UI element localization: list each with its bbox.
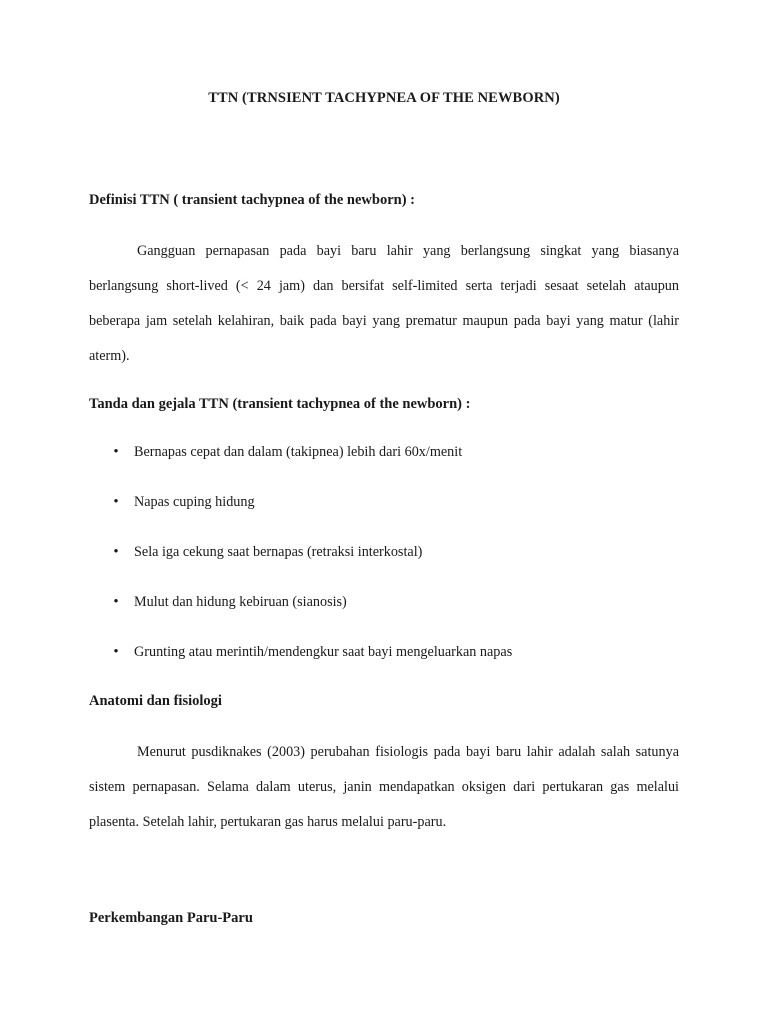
list-item bbox=[89, 640, 679, 690]
list-item-label: Napas cuping hidung bbox=[134, 494, 255, 510]
paragraph-anatomi: Menurut pusdiknakes (2003) perubahan fisiologis pada bayi baru lahir adalah salah satunya sistem pernapasan. Selama dalam uterus, janin mendapatkan oksigen dari pertukaran gas melalui plasenta. Setelah lahir, pertukaran gas harus melalui paru-paru. bbox=[89, 744, 679, 830]
section-heading-anatomi: Anatomi dan fisiologi bbox=[89, 693, 222, 709]
list-item bbox=[89, 590, 679, 640]
bullet-icon: • bbox=[113, 494, 119, 510]
list-item-label: Bernapas cepat dan dalam (takipnea) lebih dari 60x/menit bbox=[134, 444, 463, 460]
bullet-icon: • bbox=[113, 594, 119, 610]
paragraph-definisi: Gangguan pernapasan pada bayi baru lahir yang berlangsung singkat yang biasanya berlangsung short-lived (< 24 jam) dan bersifat self-limited serta terjadi sesaat setelah ataupun beberapa jam setelah kelahiran, baik pada bayi yang prematur maupun pada bayi yang matur (lahir aterm). bbox=[89, 243, 679, 364]
section-heading-perkembangan: Perkembangan Paru-Paru bbox=[89, 910, 253, 926]
bullet-icon: • bbox=[113, 644, 119, 660]
bullet-icon: • bbox=[113, 544, 119, 560]
bullet-icon: • bbox=[113, 444, 119, 460]
list-item bbox=[89, 540, 679, 590]
list-item bbox=[89, 440, 679, 490]
list-item-label: Sela iga cekung saat bernapas (retraksi interkostal) bbox=[134, 544, 423, 560]
symptom-list bbox=[89, 440, 679, 690]
section-heading-definisi: Definisi TTN ( transient tachypnea of the newborn) : bbox=[89, 192, 415, 208]
list-item bbox=[89, 490, 679, 540]
document-content bbox=[89, 0, 679, 926]
page-title: TTN (TRNSIENT TACHYPNEA OF THE NEWBORN) bbox=[208, 90, 560, 106]
list-item-label: Grunting atau merintih/mendengkur saat bayi mengeluarkan napas bbox=[134, 644, 513, 660]
section-heading-tanda-gejala: Tanda dan gejala TTN (transient tachypnea of the newborn) : bbox=[89, 396, 471, 412]
list-item-label: Mulut dan hidung kebiruan (sianosis) bbox=[134, 594, 347, 610]
